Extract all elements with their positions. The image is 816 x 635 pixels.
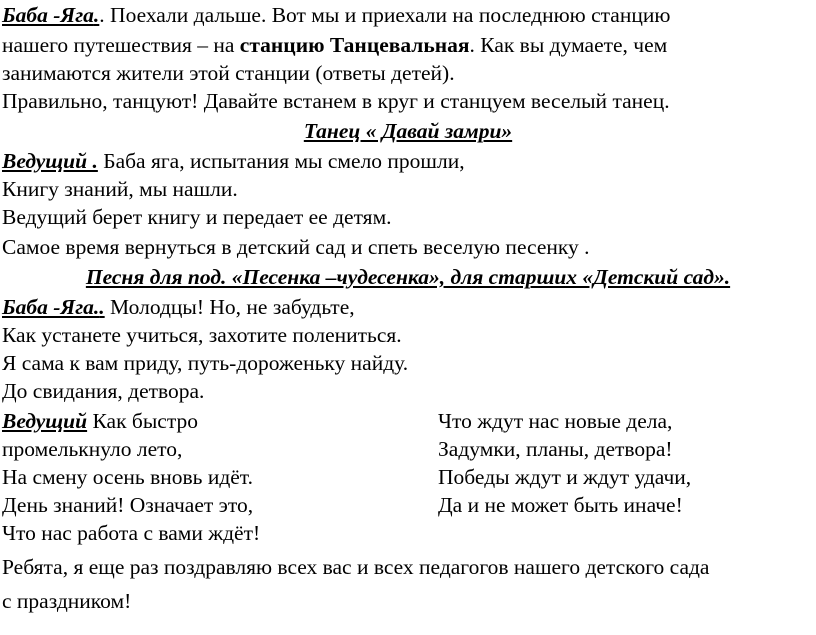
host1-line-1: [2, 148, 465, 174]
host1-line-3: Ведущий берет книгу и передает ее детям.: [2, 205, 392, 229]
host2-left-line-4: День знаний! Означает это,: [2, 493, 254, 517]
host2-right-line-3: Победы ждут и ждут удачи,: [438, 465, 692, 489]
intro-text-1: . Поехали дальше. Вот мы и приехали на последнюю станцию: [99, 3, 671, 27]
baba2-line-1: [2, 294, 355, 320]
intro-text-2b: . Как вы думаете, чем: [469, 33, 668, 57]
closing-line-2: с праздником!: [2, 589, 132, 613]
host1-text-1: Баба яга, испытания мы смело прошли,: [97, 149, 465, 173]
host2-left-line-1: [2, 408, 198, 434]
baba2-line-4: До свидания, детвора.: [2, 379, 205, 403]
intro-line-1: [2, 2, 670, 28]
intro-line-2: [2, 32, 667, 58]
host2-right-line-4: Да и не может быть иначе!: [438, 493, 683, 517]
intro-line-4: Правильно, танцуют! Давайте встанем в круг и станцуем веселый танец.: [2, 89, 670, 113]
baba2-line-2: Как устанете учиться, захотите полениться.: [2, 323, 402, 347]
speaker-punct-2: .: [99, 295, 105, 319]
dance-title: Танец « Давай замри»: [303, 119, 513, 143]
host2-left-line-5: Что нас работа с вами ждёт!: [2, 521, 261, 545]
station-name: станцию Танцевальная: [239, 33, 470, 57]
speaker-baba-yaga: Баба -Яга: [2, 3, 94, 27]
host2-right-line-2: Задумки, планы, детвора!: [438, 437, 673, 461]
speaker-baba-yaga-2: Баба -Яга.: [2, 295, 100, 319]
speaker-host-2: Ведущий: [2, 409, 88, 433]
speaker-host: Ведущий .: [2, 149, 98, 173]
host2-right-line-1: Что ждут нас новые дела,: [438, 409, 673, 433]
host2-left-line-2: промелькнуло лето,: [2, 437, 183, 461]
intro-line-3: занимаются жители этой станции (ответы детей).: [2, 61, 455, 85]
baba2-line-3: Я сама к вам приду, путь-дороженьку найду.: [2, 351, 409, 375]
baba2-text-1: Молодцы! Но, не забудьте,: [104, 295, 355, 319]
speaker-punct: .: [93, 3, 100, 27]
closing-line-1: Ребята, я еще раз поздравляю всех вас и всех педагогов нашего детского сада: [2, 555, 710, 579]
intro-text-2a: нашего путешествия – на: [2, 33, 240, 57]
host1-line-2: Книгу знаний, мы нашли.: [2, 177, 238, 201]
song-title: Песня для под. «Песенка –чудесенка», для старших «Детский сад».: [85, 265, 731, 289]
host1-line-4: Самое время вернуться в детский сад и спеть веселую песенку .: [2, 235, 590, 259]
host2-left-text-1: Как быстро: [87, 409, 198, 433]
host2-left-line-3: На смену осень вновь идёт.: [2, 465, 253, 489]
